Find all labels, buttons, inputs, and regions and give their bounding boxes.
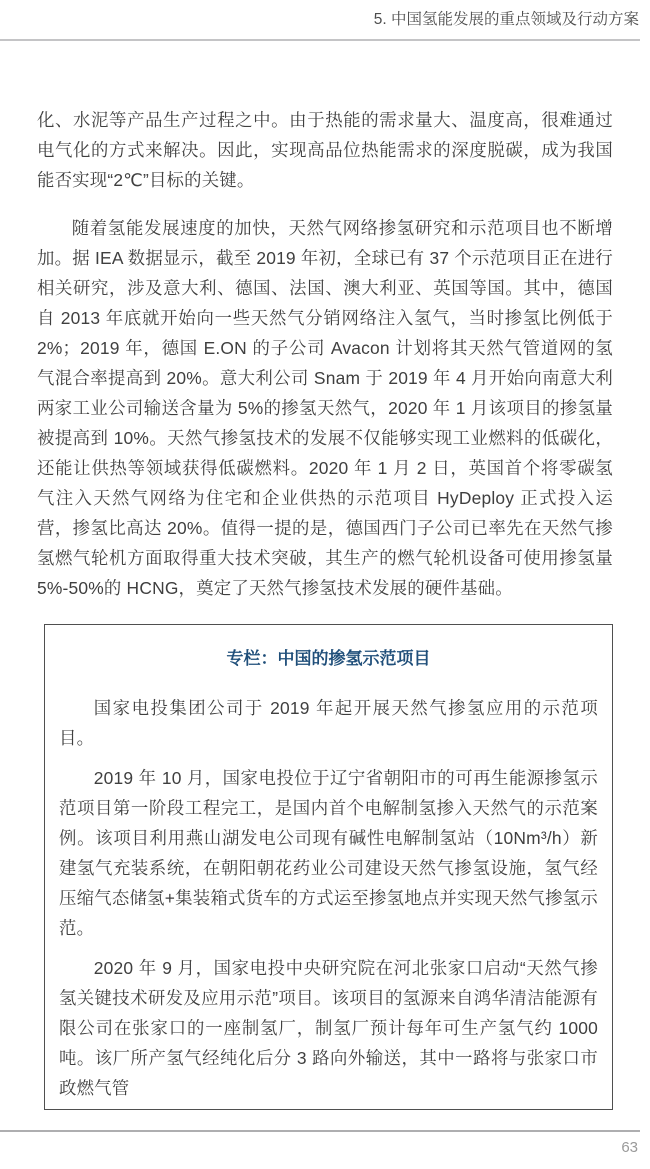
callout-title: 专栏：中国的掺氢示范项目 xyxy=(226,649,431,668)
callout-paragraph-3: 2020 年 9 月，国家电投中央研究院在河北张家口启动“天然气掺氢关键技术研发及应用示范”项目。该项目的氢源来自鸿华清洁能源有限公司在张家口的一座制氢厂，制氢厂预计每年可生产氢气约 1000 吨。该厂所产氢气经纯化后分 3 路向外输送，其中一路将与张家口市政燃气管 xyxy=(59,958,598,1098)
body-paragraph-2: 随着氢能发展速度的加快，天然气网络掺氢研究和示范项目也不断增加。据 IEA 数据显示，截至 2019 年初，全球已有 37 个示范项目正在进行相关研究，涉及意大利、德国、法国、澳大利亚、英国等国。其中，德国自 2013 年底就开始向一些天然气分销网络注入氢气，当时掺氢比例低于 2%；2019 年，德国 E.ON 的子公司 Avacon 计划将其天然气管道网的氢气混合率提高到 20%。意大利公司 Snam 于 2019 年 4 月开始向南意大利两家工业公司输送含量为 5%的掺氢天然气，2020 年 1 月该项目的掺氢量被提高到 10%。天然气掺氢技术的发展不仅能够实现工业燃料的低碳化，还能让供热等领域获得低碳燃料。2020 年 1 月 2 日，英国首个将零碳氢气注入天然气网络为住宅和企业供热的示范项目 HyDeploy 正式投入运营，掺氢比高达 20%。值得一提的是，德国西门子公司已率先在天然气掺氢燃气轮机方面取得重大技术突破，其生产的燃气轮机设备可使用掺氢量 5%-50%的 HCNG，奠定了天然气掺氢技术发展的硬件基础。 xyxy=(37,218,613,598)
callout-paragraph-1: 国家电投集团公司于 2019 年起开展天然气掺氢应用的示范项目。 xyxy=(59,698,598,748)
callout-paragraph-2: 2019 年 10 月，国家电投位于辽宁省朝阳市的可再生能源掺氢示范项目第一阶段工程完工，是国内首个电解制氢掺入天然气的示范案例。该项目利用燕山湖发电公司现有碱性电解制氢站（10Nm³/h）新建氢气充装系统，在朝阳朝花药业公司建设天然气掺氢设施，氢气经压缩气态储氢+集装箱式货车的方式运至掺氢地点并实现天然气掺氢示范。 xyxy=(59,768,598,938)
running-header-title: 5. 中国氢能发展的重点领域及行动方案 xyxy=(373,11,639,28)
body-paragraph-1: 化、水泥等产品生产过程之中。由于热能的需求量大、温度高，很难通过电气化的方式来解决。因此，实现高品位热能需求的深度脱碳，成为我国能否实现“2℃”目标的关键。 xyxy=(37,110,613,190)
page-content xyxy=(0,41,650,1110)
page-number: 63 xyxy=(621,1139,638,1156)
page-footer xyxy=(0,1130,650,1169)
callout-box xyxy=(44,624,613,1110)
page-header xyxy=(0,0,650,41)
